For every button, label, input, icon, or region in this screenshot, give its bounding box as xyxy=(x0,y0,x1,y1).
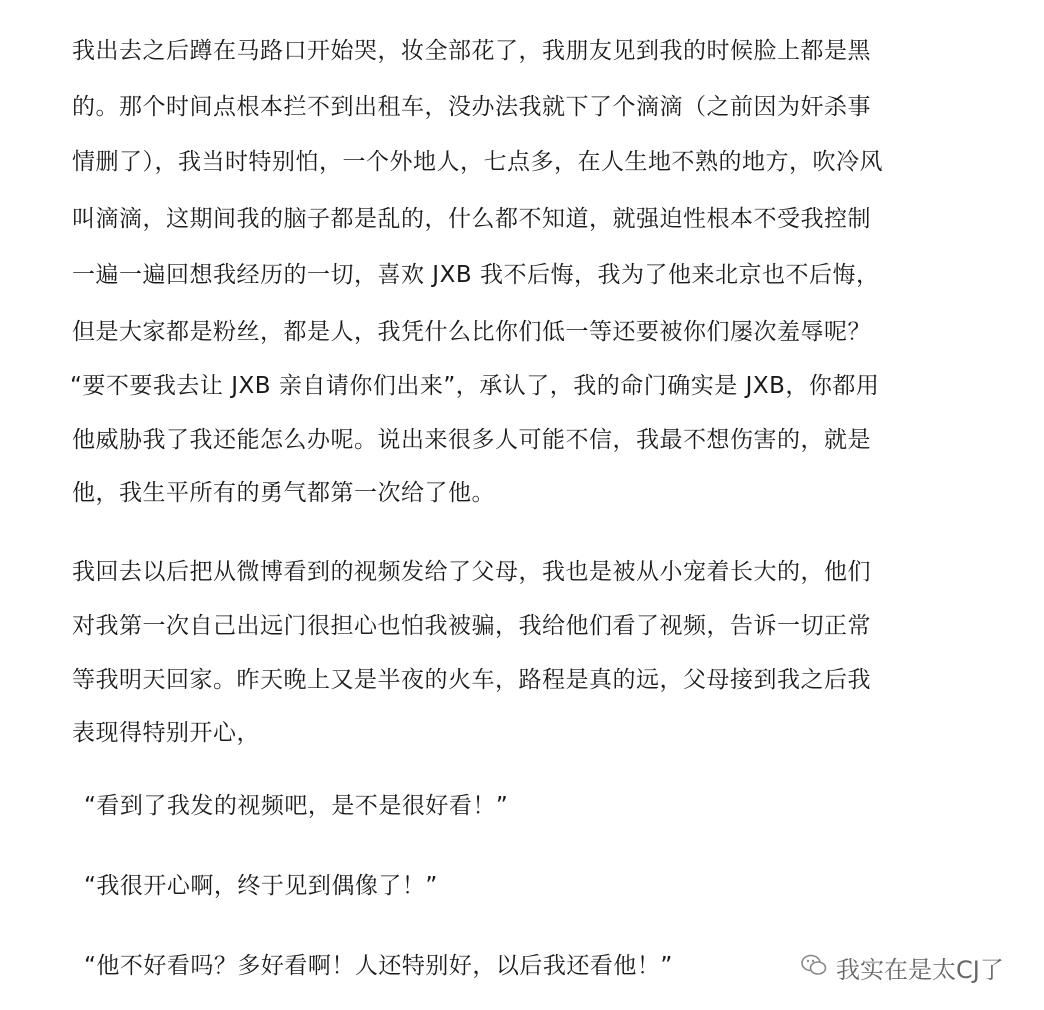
text-line: 一遍一遍回想我经历的一切，喜欢 JXB 我不后悔，我为了他来北京也不后悔， xyxy=(72,262,880,288)
text-line: 对我第一次自己出远门很担心也怕我被骗，我给他们看了视频，告诉一切正常 xyxy=(72,613,871,639)
text-line: 表现得特别开心， xyxy=(72,720,260,746)
text-line: 等我明天回家。昨天晚上又是半夜的火车，路程是真的远，父母接到我之后我 xyxy=(72,667,871,693)
watermark xyxy=(800,950,1004,985)
text-line: “要不要我去让 JXB 亲自请你们出来”，承认了，我的命门确实是 JXB，你都用 xyxy=(70,373,880,399)
quote-line: “他不好看吗？多好看啊！人还特别好，以后我还看他！” xyxy=(84,953,673,979)
text-line: 的。那个时间点根本拦不到出租车，没办法我就下了个滴滴（之前因为奸杀事 xyxy=(72,94,871,120)
text-line: 我回去以后把从微博看到的视频发给了父母，我也是被从小宠着长大的，他们 xyxy=(72,559,871,585)
quote-line: “看到了我发的视频吧，是不是很好看！” xyxy=(84,793,509,819)
text-line: 叫滴滴，这期间我的脑子都是乱的，什么都不知道，就强迫性根本不受我控制 xyxy=(72,206,871,232)
text-line: 我出去之后蹲在马路口开始哭，妆全部花了，我朋友见到我的时候脸上都是黑 xyxy=(72,38,871,64)
watermark-text: 我实在是太CJ了 xyxy=(836,956,1004,984)
text-line: 他，我生平所有的勇气都第一次给了他。 xyxy=(72,480,495,506)
wechat-icon xyxy=(800,953,828,983)
text-line: 情删了），我当时特别怕，一个外地人，七点多，在人生地不熟的地方，吹冷风 xyxy=(72,149,883,175)
text-line: 他威胁我了我还能怎么办呢。说出来很多人可能不信，我最不想伤害的，就是 xyxy=(72,427,871,453)
quote-line: “我很开心啊，终于见到偶像了！” xyxy=(84,873,438,899)
text-line: 但是大家都是粉丝，都是人，我凭什么比你们低一等还要被你们屡次羞辱呢？ xyxy=(72,319,871,345)
